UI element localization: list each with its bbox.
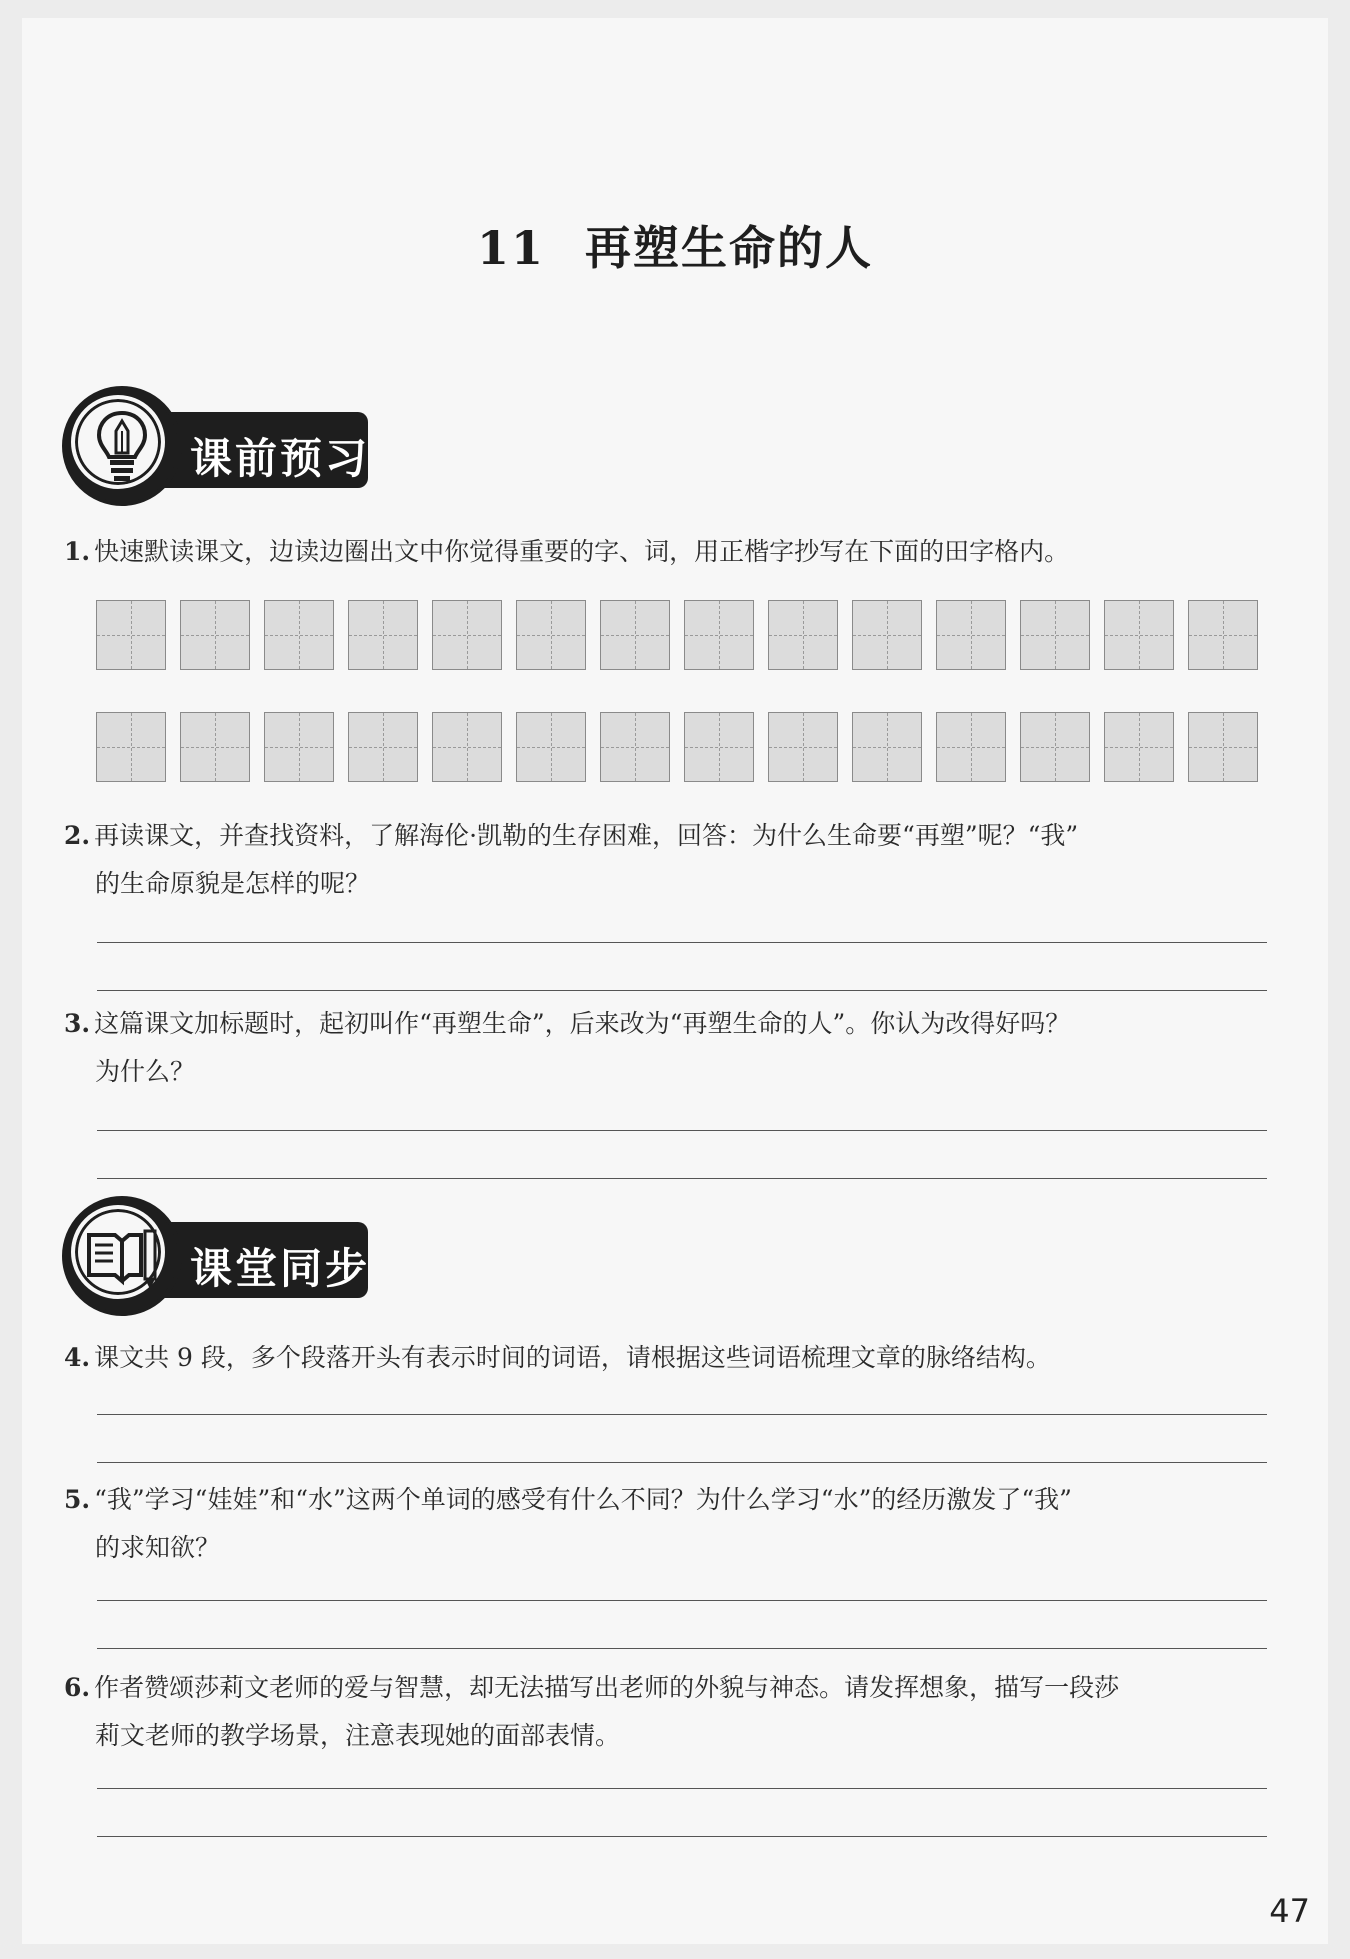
- grid-cell[interactable]: [1104, 600, 1174, 670]
- grid-cell[interactable]: [684, 712, 754, 782]
- question-1: 1. 快速默读课文，边读边圈出文中你觉得重要的字、词，用正楷字抄写在下面的田字格内。: [64, 537, 1070, 566]
- answer-line[interactable]: [97, 1788, 1267, 1789]
- grid-cell[interactable]: [852, 600, 922, 670]
- writing-grid-row-2[interactable]: [96, 712, 1266, 784]
- grid-cell[interactable]: [852, 712, 922, 782]
- writing-grid-row-1[interactable]: [96, 600, 1266, 672]
- grid-cell[interactable]: [96, 712, 166, 782]
- grid-cell[interactable]: [768, 712, 838, 782]
- grid-cell[interactable]: [264, 600, 334, 670]
- answer-line[interactable]: [97, 1414, 1267, 1415]
- question-2: 2. 再读课文，并查找资料，了解海伦·凯勒的生存困难，回答：为什么生命要“再塑”呢？“我” 的生命原貌是怎样的呢？: [64, 821, 1079, 898]
- question-4: 4. 课文共 9 段，多个段落开头有表示时间的词语，请根据这些词语梳理文章的脉络结构。: [64, 1343, 1051, 1372]
- lesson-title: 再塑生命的人: [585, 221, 873, 275]
- lightbulb-pencil-icon: [75, 399, 169, 493]
- question-3: 3. 这篇课文加标题时，起初叫作“再塑生命”，后来改为“再塑生命的人”。你认为改得好吗？ 为什么？: [64, 1009, 1071, 1086]
- answer-line[interactable]: [97, 942, 1267, 943]
- question-5: 5. “我”学习“娃娃”和“水”这两个单词的感受有什么不同？为什么学习“水”的经历激发了“我” 的求知欲？: [64, 1485, 1072, 1562]
- question-6: 6. 作者赞颂莎莉文老师的爱与智慧，却无法描写出老师的外貌与神态。请发挥想象，描写一段莎 莉文老师的教学场景，注意表现她的面部表情。: [64, 1673, 1120, 1750]
- grid-cell[interactable]: [348, 600, 418, 670]
- answer-line[interactable]: [97, 990, 1267, 991]
- grid-cell[interactable]: [600, 712, 670, 782]
- grid-cell[interactable]: [432, 600, 502, 670]
- section-badge-classroom: [62, 1196, 382, 1324]
- grid-cell[interactable]: [516, 600, 586, 670]
- grid-cell[interactable]: [96, 600, 166, 670]
- grid-cell[interactable]: [1188, 712, 1258, 782]
- book-pencil-icon: [75, 1209, 169, 1303]
- grid-cell[interactable]: [432, 712, 502, 782]
- grid-cell[interactable]: [1104, 712, 1174, 782]
- section-label: 课堂同步: [190, 1244, 371, 1293]
- grid-cell[interactable]: [180, 600, 250, 670]
- worksheet-page: [22, 18, 1328, 1944]
- grid-cell[interactable]: [264, 712, 334, 782]
- grid-cell[interactable]: [936, 600, 1006, 670]
- grid-cell[interactable]: [1020, 600, 1090, 670]
- grid-cell[interactable]: [1188, 600, 1258, 670]
- section-badge-preview: [62, 386, 382, 514]
- answer-line[interactable]: [97, 1130, 1267, 1131]
- answer-line[interactable]: [97, 1600, 1267, 1601]
- grid-cell[interactable]: [768, 600, 838, 670]
- section-label: 课前预习: [190, 434, 371, 483]
- grid-cell[interactable]: [936, 712, 1006, 782]
- grid-cell[interactable]: [180, 712, 250, 782]
- answer-line[interactable]: [97, 1648, 1267, 1649]
- lesson-number: 11: [476, 221, 545, 275]
- grid-cell[interactable]: [516, 712, 586, 782]
- answer-line[interactable]: [97, 1836, 1267, 1837]
- answer-line[interactable]: [97, 1178, 1267, 1179]
- answer-line[interactable]: [97, 1462, 1267, 1463]
- grid-cell[interactable]: [600, 600, 670, 670]
- grid-cell[interactable]: [684, 600, 754, 670]
- grid-cell[interactable]: [348, 712, 418, 782]
- page-title: [0, 212, 1350, 278]
- page-number: 47: [1269, 1892, 1310, 1930]
- grid-cell[interactable]: [1020, 712, 1090, 782]
